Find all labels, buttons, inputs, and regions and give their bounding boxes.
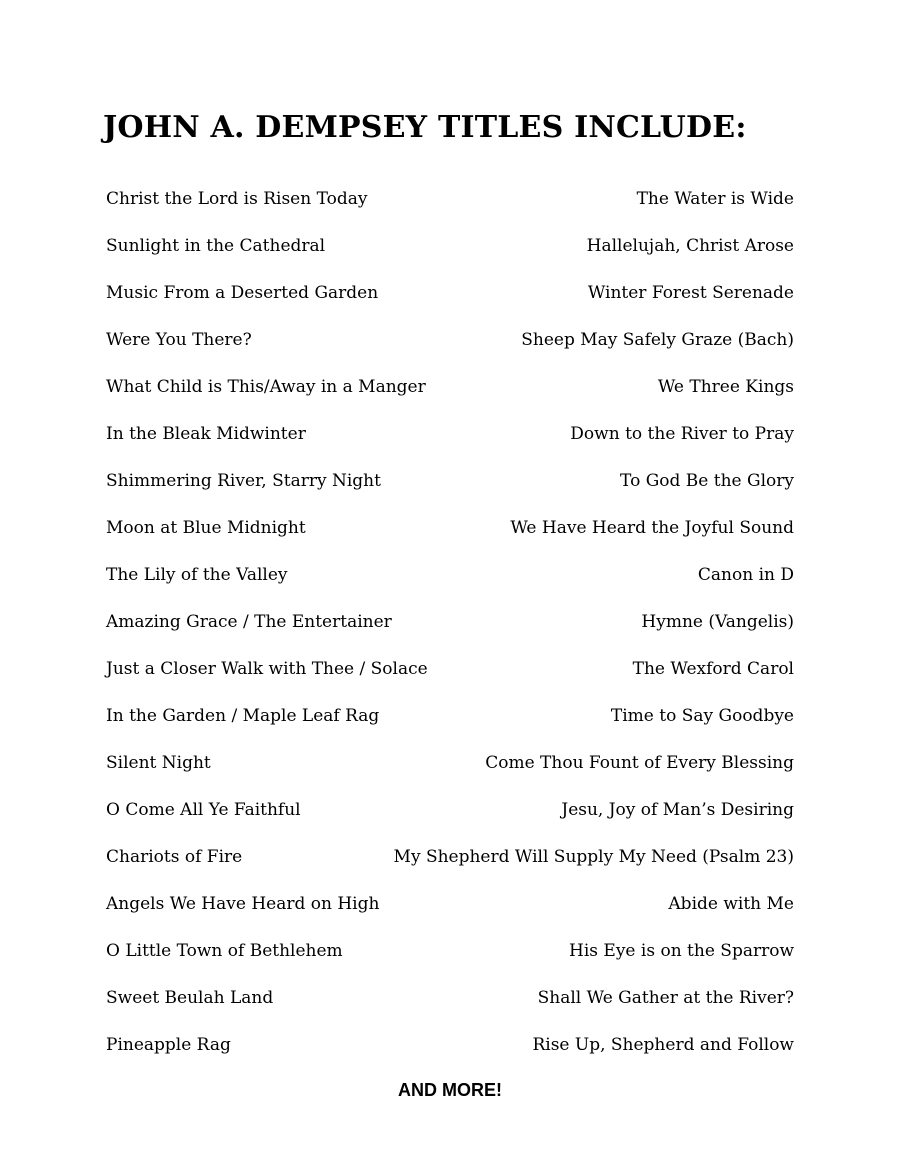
titles-list: [106, 186, 794, 1079]
title-left: Sunlight in the Cathedral: [106, 236, 326, 256]
title-left: Just a Closer Walk with Thee / Solace: [106, 659, 428, 679]
title-left: Were You There?: [106, 330, 252, 350]
title-right: Abide with Me: [668, 894, 794, 914]
title-right: Sheep May Safely Graze (Bach): [521, 330, 794, 350]
title-right: The Water is Wide: [636, 189, 794, 209]
title-right: The Wexford Carol: [632, 659, 794, 679]
title-right: Shall We Gather at the River?: [537, 988, 794, 1008]
title-left: O Come All Ye Faithful: [106, 800, 301, 820]
title-left: What Child is This/Away in a Manger: [106, 377, 426, 397]
title-left: Amazing Grace / The Entertainer: [106, 612, 392, 632]
title-right: Jesu, Joy of Man’s Desiring: [561, 800, 794, 820]
title-left: Christ the Lord is Risen Today: [106, 189, 368, 209]
title-left: Music From a Deserted Garden: [106, 283, 379, 303]
title-left: In the Garden / Maple Leaf Rag: [106, 706, 380, 726]
title-right: Time to Say Goodbye: [610, 706, 794, 726]
title-left: O Little Town of Bethlehem: [106, 941, 343, 961]
title-row: [106, 186, 794, 233]
title-left: Chariots of Fire: [106, 847, 243, 867]
title-right: Come Thou Fount of Every Blessing: [485, 753, 794, 773]
title-left: Silent Night: [106, 753, 211, 773]
title-row: [106, 844, 794, 891]
title-right: Rise Up, Shepherd and Follow: [532, 1035, 794, 1055]
title-right: Winter Forest Serenade: [587, 283, 794, 303]
title-row: [106, 750, 794, 797]
title-left: The Lily of the Valley: [106, 565, 288, 585]
title-right: My Shepherd Will Supply My Need (Psalm 23): [393, 847, 794, 867]
title-row: [106, 703, 794, 750]
title-row: [106, 891, 794, 938]
title-left: Sweet Beulah Land: [106, 988, 274, 1008]
title-row: [106, 938, 794, 985]
title-row: [106, 233, 794, 280]
title-row: [106, 985, 794, 1032]
title-left: Angels We Have Heard on High: [106, 894, 380, 914]
title-row: [106, 374, 794, 421]
title-row: [106, 327, 794, 374]
title-right: Canon in D: [697, 565, 794, 585]
title-right: Hallelujah, Christ Arose: [586, 236, 794, 256]
title-right: We Have Heard the Joyful Sound: [510, 518, 794, 538]
and-more-note: AND MORE!: [398, 1080, 502, 1100]
title-row: [106, 797, 794, 844]
title-left: Moon at Blue Midnight: [106, 518, 306, 538]
title-row: [106, 280, 794, 327]
title-left: Pineapple Rag: [106, 1035, 231, 1055]
title-row: [106, 656, 794, 703]
title-right: To God Be the Glory: [620, 471, 794, 491]
title-right: We Three Kings: [657, 377, 794, 397]
title-row: [106, 468, 794, 515]
title-row: [106, 609, 794, 656]
title-row: [106, 421, 794, 468]
page-title: JOHN A. DEMPSEY TITLES INCLUDE:: [103, 110, 747, 145]
title-row: [106, 1032, 794, 1079]
title-left: Shimmering River, Starry Night: [106, 471, 381, 491]
title-right: Hymne (Vangelis): [641, 612, 794, 632]
title-right: Down to the River to Pray: [570, 424, 794, 444]
title-right: His Eye is on the Sparrow: [569, 941, 794, 961]
title-row: [106, 562, 794, 609]
title-left: In the Bleak Midwinter: [106, 424, 306, 444]
title-row: [106, 515, 794, 562]
